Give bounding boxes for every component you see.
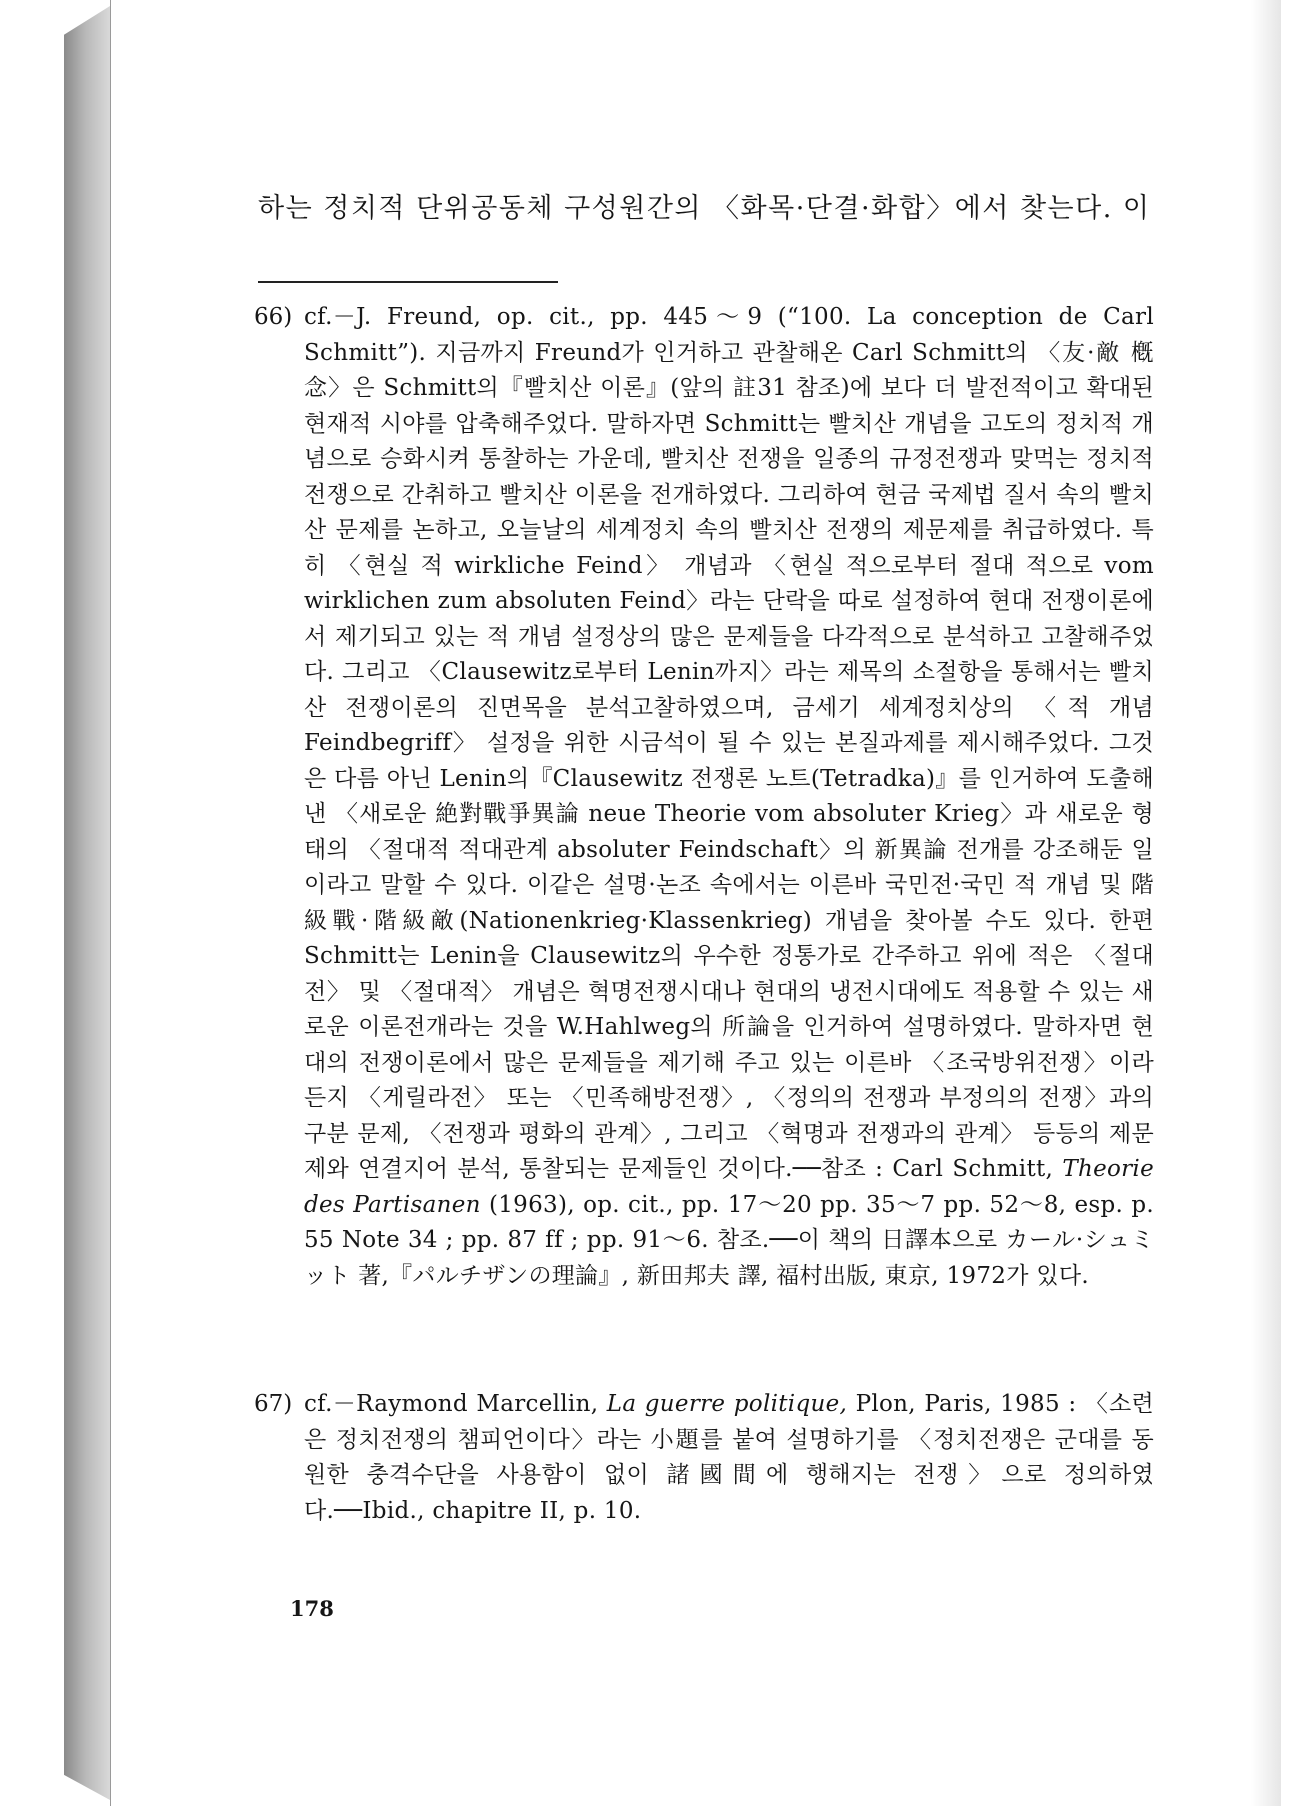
footnote-number: 67) [254,1391,293,1417]
main-text-line: 하는 정치적 단위공동체 구성원간의 〈화목·단결·화합〉에서 찾는다. 이 [258,193,1151,224]
footnote-text: cf.－Raymond Marcellin, [304,1391,599,1417]
footnote-text: cf.－J. Freund, op. cit., pp. 445～9 (“100. La conception de Carl Schmitt”). 지금까지 Freund가 인거하고 관찰해온 Carl Schmitt의 〈友·敵 槪念〉은 Schmitt의『빨치산 이론』(앞의 註31 참조)에 보다 더 발전적이고 확대된 현재적 시야를 압축해주었다. 말하자면 Schmitt는 빨치산 개념을 고도의 정치적 개념으로 승화시켜 통찰하는 가운데, 빨치산 전쟁을 일종의 규정전쟁과 맞먹는 정치적 전쟁으로 간취하고 빨치산 이론을 전개하였다. 그리하여 현금 국제법 질서 속의 빨치산 문제를 논하고, 오늘날의 세계정치 속의 빨치산 전쟁의 제문제를 취급하였다. 특히 〈현실 적 wirkliche Feind〉 개념과 〈현실 적으로부터 절대 적으로 vom wirklichen zum absoluten Feind〉라는 단락을 따로 설정하여 현대 전쟁이론에서 제기되고 있는 적 개념 설정상의 많은 문제들을 다각적으로 분석하고 고찰해주었다. 그리고 〈Clausewitz로부터 Lenin까지〉라는 제목의 소절항을 통해서는 빨치산 전쟁이론의 진면목을 분석고찰하였으며, 금세기 세계정치상의 〈적 개념 Feindbegriff〉 설정을 위한 시금석이 될 수 있는 본질과제를 제시해주었다. 그것은 다름 아닌 Lenin의『Clausewitz 전쟁론 노트(Tetradka)』를 인거하여 도출해낸 〈새로운 絶對戰爭異論 neue Theorie vom absoluter Krieg〉과 새로운 형태의 〈절대적 적대관계 absoluter Feindschaft〉의 新異論 전개를 강조해둔 일이라고 말할 수 있다. 이같은 설명·논조 속에서는 이른바 국민전·국민 적 개념 및 階級戰·階級敵(Nationenkrieg·Klassenkrieg) 개념을 찾아볼 수도 있다. 한편 Schmitt는 Lenin을 Clausewitz의 우수한 정통가로 간주하고 위에 적은 〈절대전〉 및 〈절대적〉 개념은 혁명전쟁시대나 현대의 냉전시대에도 적용할 수 있는 새로운 이론전개라는 것을 W.Hahlweg의 所論을 인거하여 설명하였다. 말하자면 현대의 전쟁이론에서 많은 문제들을 제기해 주고 있는 이른바 〈조국방위전쟁〉이라든지 〈게릴라전〉 또는 〈민족해방전쟁〉, 〈정의의 전쟁과 부정의의 전쟁〉과의 구분 문제, 〈전쟁과 평화의 관계〉, 그리고 〈혁명과 전쟁과의 관계〉 등등의 제문제와 연결지어 분석, 통찰되는 문제들인 것이다.──참조 : Carl Schmitt, [304,304,1154,1182]
footnote-number: 66) [254,304,293,330]
page-number: 178 [290,1596,334,1621]
book-title: Theorie des Partisanen [304,1156,1154,1218]
footnote-text: Plon, Paris, 1985 : 〈소련은 정치전쟁의 챔피언이다〉라는 小題를 붙여 설명하기를 〈정치전쟁은 군대를 동원한 충격수단을 사용함이 없이 諸國間에 행해지는 전쟁〉으로 정의하였다.──Ibid., chapitre II, p. 10. [304,1391,1154,1524]
footnote-separator [258,281,558,283]
footnote-67 [254,1387,1154,1529]
footnote-body [304,1387,1154,1529]
book-title: La guerre politique, [606,1391,848,1417]
footnote-text: (1963), op. cit., pp. 17～20 pp. 35～7 pp. 52～8, esp. p. 55 Note 34 ; pp. 87 ff ; pp. 91～6. 참조.──이 책의 日譯本으로 カール·シュミット 著,『パルチザンの理論』, 新田邦夫 譯, 福村出版, 東京, 1972가 있다. [304,1191,1154,1289]
footnote-body [304,300,1154,1294]
footnote-66 [254,300,1154,1294]
